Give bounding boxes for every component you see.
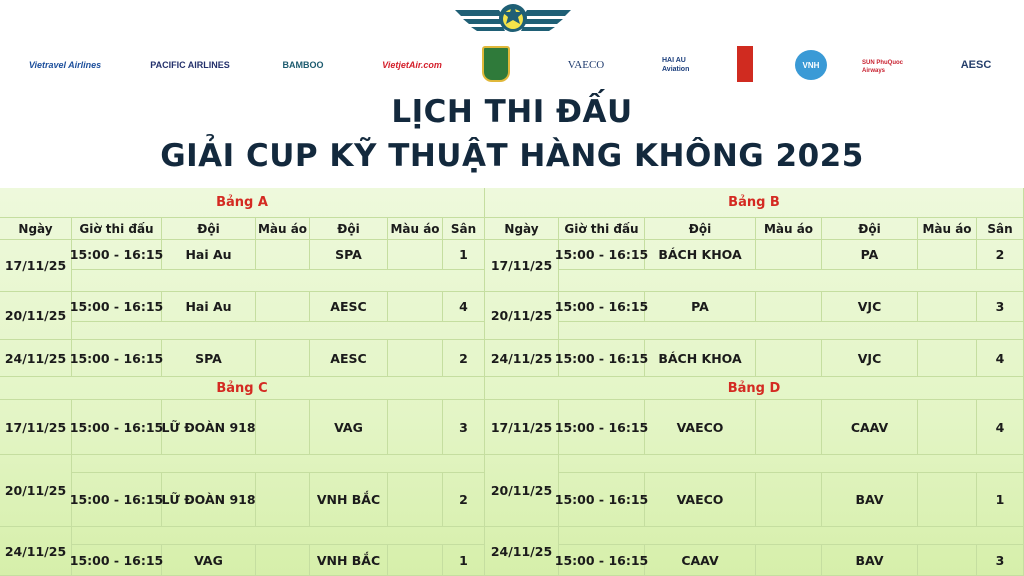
team-home: VAECO <box>645 400 756 455</box>
jersey-color-away <box>918 545 977 576</box>
jersey-color-home <box>256 400 310 455</box>
schedule-table <box>0 188 1024 576</box>
field-number: 1 <box>977 473 1024 527</box>
match-time: 15:00 - 16:15 <box>72 240 162 270</box>
field-number: 2 <box>443 340 485 377</box>
spacer-row <box>72 527 485 545</box>
spacer-row <box>559 527 1024 545</box>
field-number: 2 <box>977 240 1024 270</box>
team-home: VAG <box>162 545 256 576</box>
group-header: Bảng B <box>485 188 1024 218</box>
group-header: Bảng A <box>0 188 485 218</box>
team-home: LỮ ĐOÀN 918 <box>162 473 256 527</box>
emblem-logo <box>455 2 571 36</box>
jersey-color-away <box>918 340 977 377</box>
jersey-color-away <box>388 292 443 322</box>
team-away: VAG <box>310 400 388 455</box>
jersey-color-home <box>756 545 822 576</box>
jersey-color-away <box>388 473 443 527</box>
field-number: 1 <box>443 240 485 270</box>
spacer-row <box>72 270 485 292</box>
team-away: BAV <box>822 473 918 527</box>
match-date: 17/11/25 <box>485 240 559 292</box>
group-header: Bảng D <box>485 377 1024 400</box>
column-header: Đội <box>162 218 256 240</box>
match-date: 24/11/25 <box>485 527 559 576</box>
spacer-row <box>72 322 485 340</box>
match-time: 15:00 - 16:15 <box>559 473 645 527</box>
field-number: 4 <box>977 400 1024 455</box>
jersey-color-home <box>756 240 822 270</box>
match-time: 15:00 - 16:15 <box>559 545 645 576</box>
jersey-color-away <box>918 400 977 455</box>
match-date: 24/11/25 <box>0 527 72 576</box>
match-date: 20/11/25 <box>0 455 72 527</box>
team-away: VJC <box>822 340 918 377</box>
spacer-row <box>72 455 485 473</box>
team-home: CAAV <box>645 545 756 576</box>
jersey-color-away <box>918 292 977 322</box>
match-date: 24/11/25 <box>0 340 72 377</box>
jersey-color-away <box>388 400 443 455</box>
jersey-color-home <box>256 292 310 322</box>
column-header: Giờ thi đấu <box>559 218 645 240</box>
bamboo-logo: BAMBOO <box>282 60 324 70</box>
spacer-row <box>559 270 1024 292</box>
team-away: PA <box>822 240 918 270</box>
field-number: 4 <box>443 292 485 322</box>
team-away: BAV <box>822 545 918 576</box>
jersey-color-away <box>918 473 977 527</box>
jersey-color-home <box>756 340 822 377</box>
team-home: LỮ ĐOÀN 918 <box>162 400 256 455</box>
team-away: CAAV <box>822 400 918 455</box>
column-header: Màu áo <box>256 218 310 240</box>
column-header: Đội <box>310 218 388 240</box>
jersey-color-away <box>918 240 977 270</box>
team-away: VNH BẮC <box>310 545 388 576</box>
match-date: 17/11/25 <box>0 400 72 455</box>
jersey-color-away <box>388 240 443 270</box>
spacer-row <box>559 322 1024 340</box>
column-header: Màu áo <box>756 218 822 240</box>
jersey-color-home <box>256 545 310 576</box>
team-home: Hai Au <box>162 240 256 270</box>
field-number: 3 <box>977 292 1024 322</box>
team-away: SPA <box>310 240 388 270</box>
jersey-color-home <box>756 473 822 527</box>
field-number: 3 <box>443 400 485 455</box>
vietjet-logo: VietjetAir.com <box>382 60 442 70</box>
column-header: Màu áo <box>918 218 977 240</box>
column-header: Sân <box>977 218 1024 240</box>
match-time: 15:00 - 16:15 <box>72 545 162 576</box>
column-header: Ngày <box>485 218 559 240</box>
field-number: 2 <box>443 473 485 527</box>
jersey-color-home <box>756 292 822 322</box>
team-home: SPA <box>162 340 256 377</box>
jersey-color-home <box>256 340 310 377</box>
aesc-logo: AESC <box>960 59 992 71</box>
column-header: Sân <box>443 218 485 240</box>
team-home: PA <box>645 292 756 322</box>
column-header: Màu áo <box>388 218 443 240</box>
match-time: 15:00 - 16:15 <box>72 292 162 322</box>
vnh-logo: VNH <box>795 50 827 80</box>
team-away: VJC <box>822 292 918 322</box>
crest-logo <box>482 46 510 82</box>
field-number: 3 <box>977 545 1024 576</box>
field-number: 1 <box>443 545 485 576</box>
jersey-color-home <box>756 400 822 455</box>
match-time: 15:00 - 16:15 <box>72 340 162 377</box>
column-header: Ngày <box>0 218 72 240</box>
spacer-row <box>559 455 1024 473</box>
team-home: VAECO <box>645 473 756 527</box>
team-away: AESC <box>310 292 388 322</box>
column-header: Giờ thi đấu <box>72 218 162 240</box>
pacific-airlines-logo: PACIFIC AIRLINES <box>150 60 230 70</box>
page-subtitle: GIẢI CUP KỸ THUẬT HÀNG KHÔNG 2025 <box>160 138 864 174</box>
team-away: VNH BẮC <box>310 473 388 527</box>
match-time: 15:00 - 16:15 <box>559 240 645 270</box>
match-date: 20/11/25 <box>485 455 559 527</box>
column-header: Đội <box>822 218 918 240</box>
jersey-color-away <box>388 545 443 576</box>
match-date: 24/11/25 <box>485 340 559 377</box>
field-number: 4 <box>977 340 1024 377</box>
match-time: 15:00 - 16:15 <box>559 340 645 377</box>
match-date: 17/11/25 <box>485 400 559 455</box>
match-date: 17/11/25 <box>0 240 72 292</box>
match-time: 15:00 - 16:15 <box>72 473 162 527</box>
match-time: 15:00 - 16:15 <box>559 292 645 322</box>
match-time: 15:00 - 16:15 <box>72 400 162 455</box>
column-header: Đội <box>645 218 756 240</box>
match-time: 15:00 - 16:15 <box>559 400 645 455</box>
match-date: 20/11/25 <box>485 292 559 340</box>
team-home: BÁCH KHOA <box>645 340 756 377</box>
vaeco-logo: VAECO <box>567 59 605 71</box>
jersey-color-home <box>256 240 310 270</box>
bach-khoa-logo <box>737 46 753 82</box>
vietravel-logo: Vietravel Airlines <box>28 60 102 70</box>
team-home: BÁCH KHOA <box>645 240 756 270</box>
page-title: LỊCH THI ĐẤU <box>391 94 633 130</box>
team-away: AESC <box>310 340 388 377</box>
hai-au-logo: HAI AU Aviation <box>662 57 690 73</box>
sun-phuquoc-logo: SUN PhuQuoc Airways <box>862 60 904 74</box>
group-header: Bảng C <box>0 377 485 400</box>
jersey-color-home <box>256 473 310 527</box>
team-home: Hai Au <box>162 292 256 322</box>
jersey-color-away <box>388 340 443 377</box>
match-date: 20/11/25 <box>0 292 72 340</box>
